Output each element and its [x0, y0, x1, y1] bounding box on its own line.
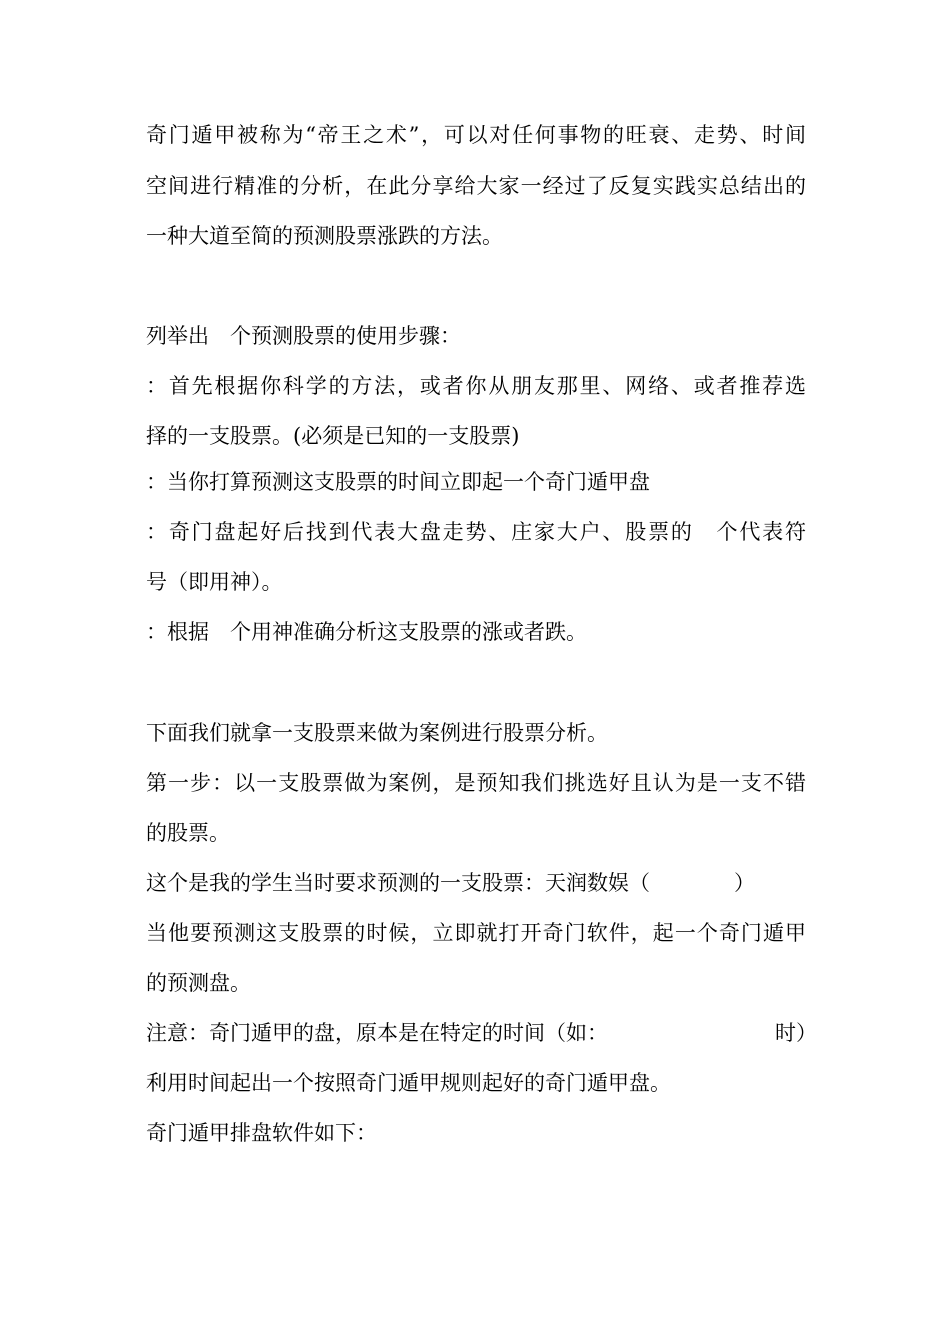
case-line-9: 奇门遁甲排盘软件如下：: [146, 1121, 377, 1145]
intro-line-1: 奇门遁甲被称为“帝王之术”，可以对任何事物的旺衰、走势、时间: [146, 123, 806, 147]
step-3-line-1: ：奇门盘起好后找到代表大盘走势、庄家大户、股票的 个代表符: [146, 520, 806, 544]
intro-line-2: 空间进行精准的分析，在此分享给大家一经过了反复实践实总结出的: [146, 174, 806, 198]
case-line-7-right: 时）: [775, 1021, 817, 1045]
step-3-line-2: 号（即用神）。: [146, 570, 283, 594]
case-line-4: 这个是我的学生当时要求预测的一支股票：天润数娱（ ）: [146, 871, 755, 895]
step-1-line-1: ：首先根据你科学的方法，或者你从朋友那里、网络、或者推荐选: [146, 374, 806, 398]
step-1-line-2: 择的一支股票。(必须是已知的一支股票): [146, 424, 520, 448]
case-line-7-left: 注意：奇门遁甲的盘，原本是在特定的时间（如：: [146, 1021, 608, 1045]
case-line-2: 第一步：以一支股票做为案例，是预知我们挑选好且认为是一支不错: [146, 771, 806, 795]
case-line-1: 下面我们就拿一支股票来做为案例进行股票分析。: [146, 721, 608, 745]
intro-line-3: 一种大道至简的预测股票涨跌的方法。: [146, 224, 503, 248]
case-line-8: 利用时间起出一个按照奇门遁甲规则起好的奇门遁甲盘。: [146, 1071, 671, 1095]
steps-heading: 列举出 个预测股票的使用步骤：: [146, 324, 461, 348]
case-line-3: 的股票。: [146, 821, 230, 845]
step-2: ：当你打算预测这支股票的时间立即起一个奇门遁甲盘: [146, 470, 650, 494]
case-line-6: 的预测盘。: [146, 971, 251, 995]
case-line-5: 当他要预测这支股票的时候，立即就打开奇门软件，起一个奇门遁甲: [146, 921, 806, 945]
step-4: ：根据 个用神准确分析这支股票的涨或者跌。: [146, 620, 587, 644]
